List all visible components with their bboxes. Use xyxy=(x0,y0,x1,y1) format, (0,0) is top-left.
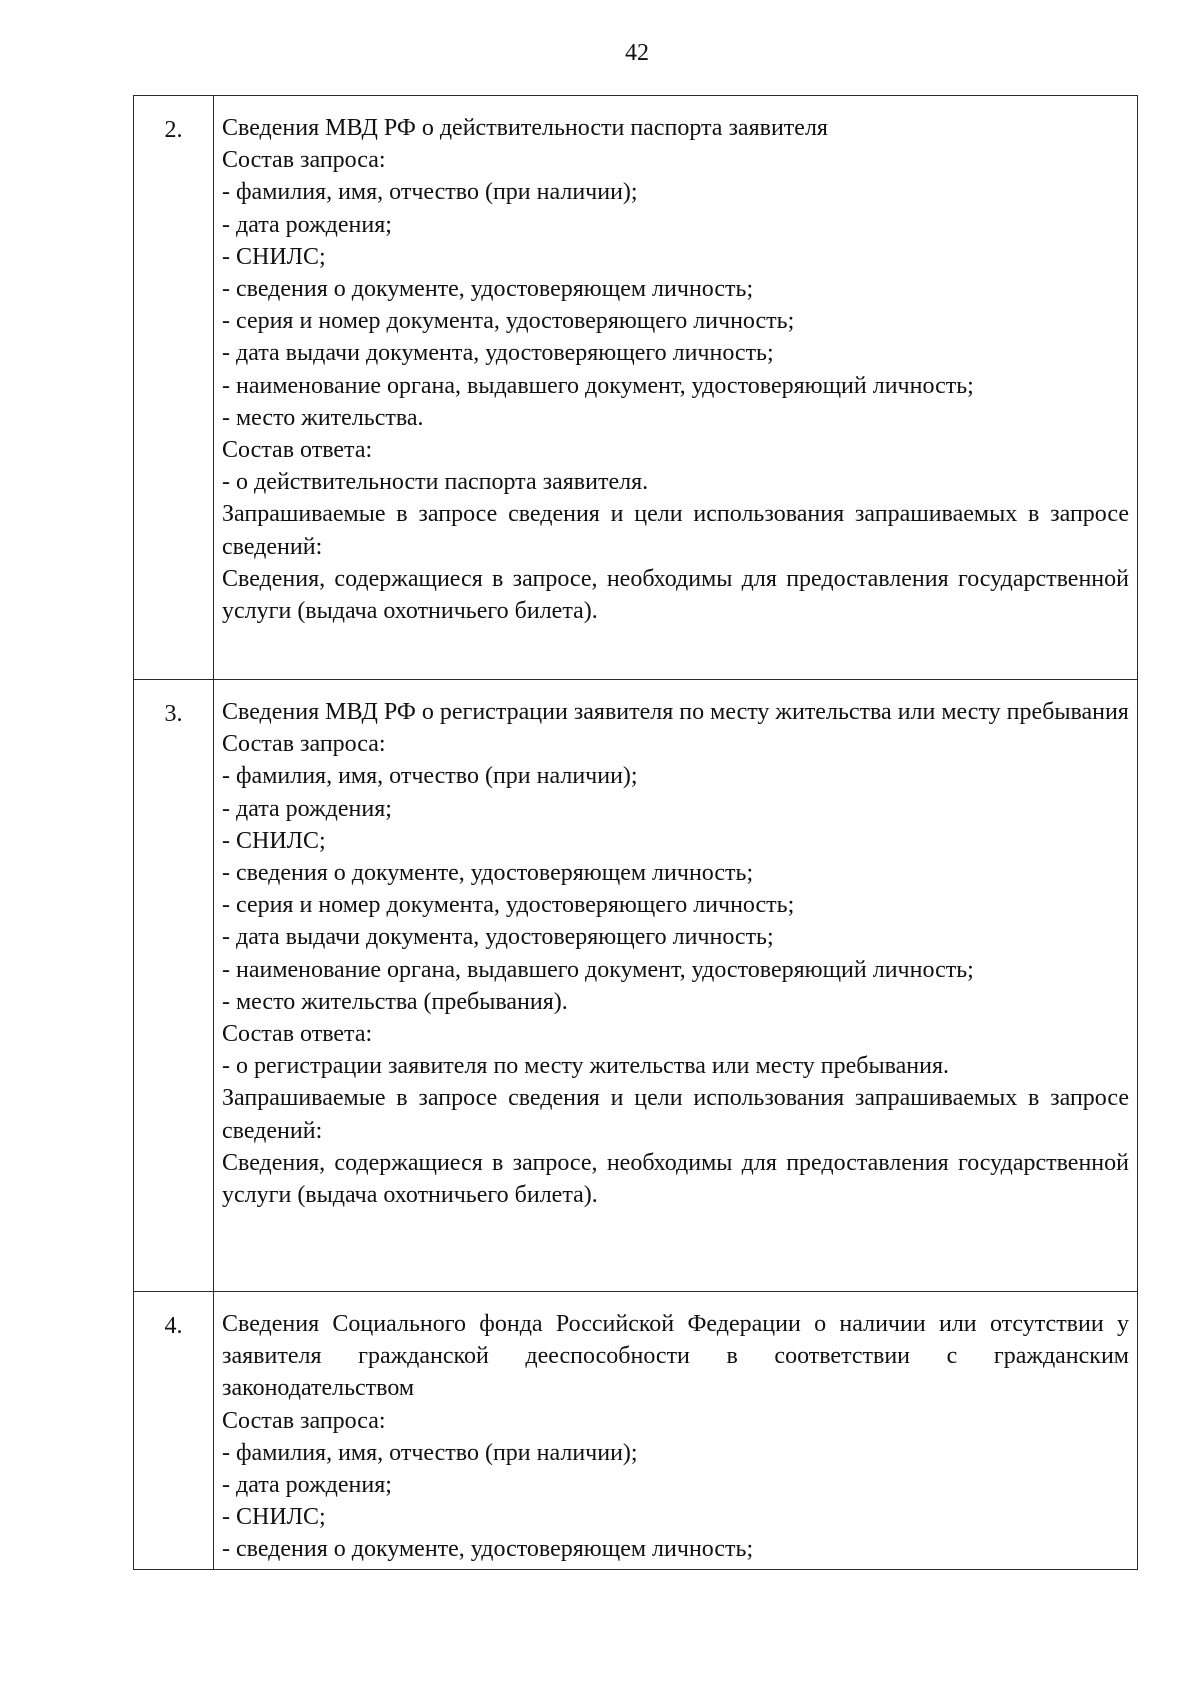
row-content xyxy=(214,680,1137,1291)
row-content xyxy=(214,96,1137,679)
list-item: - сведения о документе, удостоверяющем личность; xyxy=(222,1536,754,1563)
row-number: 3. xyxy=(134,680,214,1291)
table-row xyxy=(134,679,1137,1291)
section-heading: Состав запроса: xyxy=(222,147,386,174)
row-title: Сведения МВД РФ о регистрации заявителя по месту жительства или месту пребывания xyxy=(222,699,1129,725)
table-row xyxy=(134,1291,1137,1569)
list-item: - серия и номер документа, удостоверяющего личность; xyxy=(222,308,795,335)
row-number: 2. xyxy=(134,96,214,679)
section-heading: Состав запроса: xyxy=(222,731,386,758)
section-heading: Состав ответа: xyxy=(222,1021,373,1048)
table-row xyxy=(134,96,1137,679)
section-heading: Состав запроса: xyxy=(222,1407,386,1434)
list-item: - СНИЛС; xyxy=(222,827,326,854)
row-title: Сведения Социального фонда Российской Федерации о наличии или отсутствии у заявителя гражданской дееспособности в соответствии с гражданским законодательством xyxy=(222,1311,1129,1402)
list-item: - СНИЛС; xyxy=(222,243,326,270)
list-item: - фамилия, имя, отчество (при наличии); xyxy=(222,763,638,790)
page-number: 42 xyxy=(625,40,649,66)
row-number: 4. xyxy=(134,1292,214,1569)
list-item: - дата рождения; xyxy=(222,795,392,822)
list-item: - дата рождения; xyxy=(222,211,392,238)
list-item: - о регистрации заявителя по месту жительства или месту пребывания. xyxy=(222,1053,950,1080)
list-item: - наименование органа, выдавшего документ, удостоверяющий личность; xyxy=(222,956,974,983)
list-item: - наименование органа, выдавшего документ, удостоверяющий личность; xyxy=(222,372,974,399)
paragraph: Сведения, содержащиеся в запросе, необходимы для предоставления государственной услуги (выдача охотничьего билета). xyxy=(222,565,1129,625)
paragraph: Запрашиваемые в запросе сведения и цели использования запрашиваемых в запросе сведений: xyxy=(222,501,1129,560)
row-title: Сведения МВД РФ о действительности паспорта заявителя xyxy=(222,115,828,141)
list-item: - СНИЛС; xyxy=(222,1504,326,1531)
row-content xyxy=(214,1292,1137,1569)
list-item: - серия и номер документа, удостоверяющего личность; xyxy=(222,892,795,919)
list-item: - дата выдачи документа, удостоверяющего личность; xyxy=(222,340,774,367)
section-heading: Состав ответа: xyxy=(222,437,373,464)
list-item: - о действительности паспорта заявителя. xyxy=(222,469,649,496)
list-item: - дата выдачи документа, удостоверяющего личность; xyxy=(222,924,774,951)
list-item: - фамилия, имя, отчество (при наличии); xyxy=(222,179,638,206)
list-item: - фамилия, имя, отчество (при наличии); xyxy=(222,1439,638,1466)
paragraph: Запрашиваемые в запросе сведения и цели использования запрашиваемых в запросе сведений: xyxy=(222,1085,1129,1144)
paragraph: Сведения, содержащиеся в запросе, необходимы для предоставления государственной услуги (выдача охотничьего билета). xyxy=(222,1149,1129,1209)
list-item: - дата рождения; xyxy=(222,1472,392,1499)
requests-table xyxy=(133,95,1138,1570)
list-item: - место жительства. xyxy=(222,404,424,431)
list-item: - сведения о документе, удостоверяющем личность; xyxy=(222,860,754,887)
list-item: - место жительства (пребывания). xyxy=(222,988,568,1015)
list-item: - сведения о документе, удостоверяющем личность; xyxy=(222,276,754,303)
